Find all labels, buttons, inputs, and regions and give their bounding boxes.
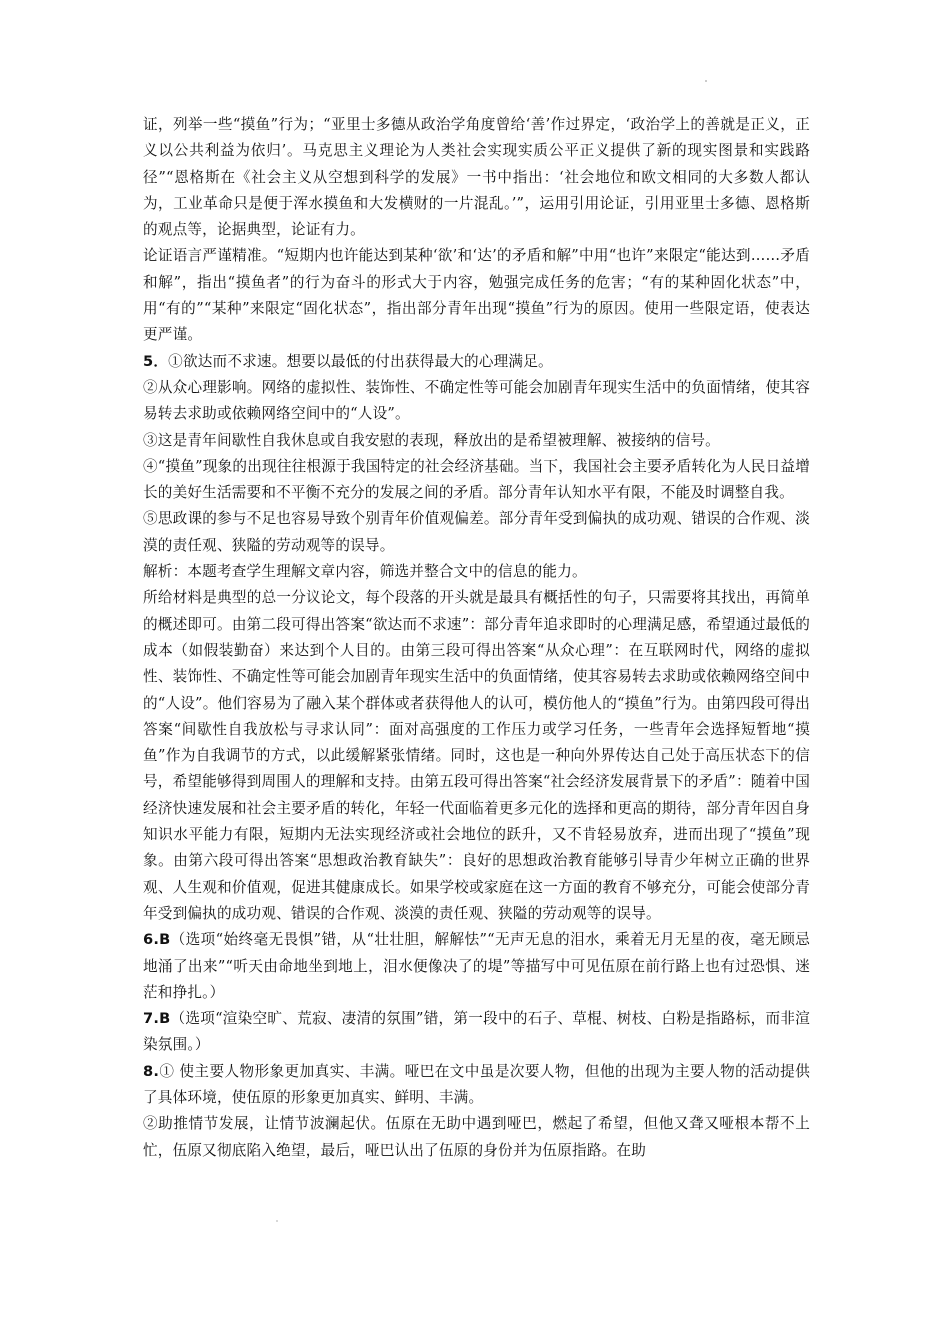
answer-5-item-5: ⑤思政课的参与不足也容易导致个别青年价值观偏差。部分青年受到偏执的成功观、错误的合作观、淡漠的责任观、狭隘的劳动观等的误导。 — [143, 510, 810, 554]
answer-8-item-1: 8.① 使主要人物形象更加真实、丰满。哑巴在文中虽是次要人物，但他的出现为主要人物的活动提供了具体环境，使伍原的形象更加真实、鲜明、丰满。 — [143, 1062, 810, 1106]
answer-8-item-2: ②助推情节发展，让情节波澜起伏。伍原在无助中遇到哑巴，燃起了希望，但他又聋又哑根本帮不上忙，伍原又彻底陷入绝望，最后，哑巴认出了伍原的身份并为伍原指路。在助 — [143, 1115, 810, 1159]
paragraph: 证，列举一些“摸鱼”行为；“亚里士多德从政治学角度曾给‘善’作过界定，‘政治学上的善就是正义，正义以公共利益为依归’。马克思主义理论为人类社会实现实质公平正义提供了新的现实图景和实践路径”“恩格斯在《社会主义从空想到科学的发展》一书中指出：‘社会地位和欧文相同的大多数人都认为，工业革命只是便于浑水摸鱼和大发横财的一片混乱。’”，运用引用论证，引用亚里士多德、恩格斯的观点等，论据典型，论证有力。 — [143, 116, 810, 239]
analysis-body: 所给材料是典型的总一分议论文，每个段落的开头就是最具有概括性的句子，只需要将其找出，再简单的概述即可。由第二段可得出答案“欲达而不求速”：部分青年追求即时的心理满足感，希望通过最低的成本（如假装勤奋）来达到个人目的。由第三段可得出答案“从众心理”：在互联网时代，网络的虚拟性、装饰性、不确定性等可能会加剧青年现实生活中的负面情绪，使其容易转去求助或依赖网络空间中的“人设”。他们容易为了融入某个群体或者获得他人的认可，模仿他人的“摸鱼”行为。由第四段可得出答案“间歇性自我放松与寻求认同”：面对高强度的工作压力或学习任务，一些青年会选择短暂地“摸鱼”作为自我调节的方式，以此缓解紧张情绪。同时，这也是一种向外界传达自己处于高压状态下的信号，希望能够得到周围人的理解和支持。由第五段可得出答案“社会经济发展背景下的矛盾”：随着中国经济快速发展和社会主要矛盾的转化，年轻一代面临着更多元化的选择和更高的期待，部分青年因自身知识水平能力有限，短期内无法实现经济或社会地位的跃升，又不肯轻易放弃，进而出现了“摸鱼”现象。由第六段可得出答案“思想政治教育缺失”：良好的思想政治教育能够引导青少年树立正确的世界观、人生观和价值观，促进其健康成长。如果学校或家庭在这一方面的教育不够充分，可能会使部分青年受到偏执的成功观、错误的合作观、淡漠的责任观、狭隘的劳动观等的误导。 — [143, 589, 810, 922]
page-mark-dot — [705, 80, 707, 82]
analysis-intro: 解析：本题考查学生理解文章内容，筛选并整合文中的信息的能力。 — [143, 563, 587, 581]
page-mark-dot — [276, 1220, 278, 1222]
answer-5-item-1: 5．①欲达而不求速。想要以最低的付出获得最大的心理满足。 — [143, 352, 553, 370]
answer-5-item-3: ③这是青年间歇性自我休息或自我安慰的表现，释放出的是希望被理解、被接纳的信号。 — [143, 431, 720, 449]
answer-6: 6.B（选项“始终毫无畏惧”错，从“壮壮胆，解解怯”“无声无息的泪水，乘着无月无星的夜，毫无顾忌地涌了出来”“听天由命地坐到地上，泪水便像决了的堤”等描写中可见伍原在前行路上也有过恐惧、迷茫和挣扎。） — [143, 931, 810, 1001]
answer-7: 7.B（选项“渲染空旷、荒寂、凄清的氛围”错，第一段中的石子、草棍、树枝、白粉是指路标，而非渲染氛围。） — [143, 1010, 810, 1054]
answer-5-item-2: ②从众心理影响。网络的虚拟性、装饰性、不确定性等可能会加剧青年现实生活中的负面情绪，使其容易转去求助或依赖网络空间中的“人设”。 — [143, 378, 810, 423]
paragraph: 论证语言严谨精准。“短期内也许能达到某种‘欲’和‘达’的矛盾和解”中用“也许”来限定“能达到……矛盾和解”，指出“摸鱼者”的行为奋斗的形式大于内容，勉强完成任务的危害；“有的某种固化状态”中，用“有的”“某种”来限定“固化状态”，指出部分青年出现“摸鱼”行为的原因。使用一些限定语，使表达更严谨。 — [143, 247, 810, 344]
document-page — [143, 112, 810, 1164]
answer-5-item-4: ④“摸鱼”现象的出现往往根源于我国特定的社会经济基础。当下，我国社会主要矛盾转化为人民日益增长的美好生活需要和不平衡不充分的发展之间的矛盾。部分青年认知水平有限，不能及时调整自我。 — [143, 457, 810, 502]
